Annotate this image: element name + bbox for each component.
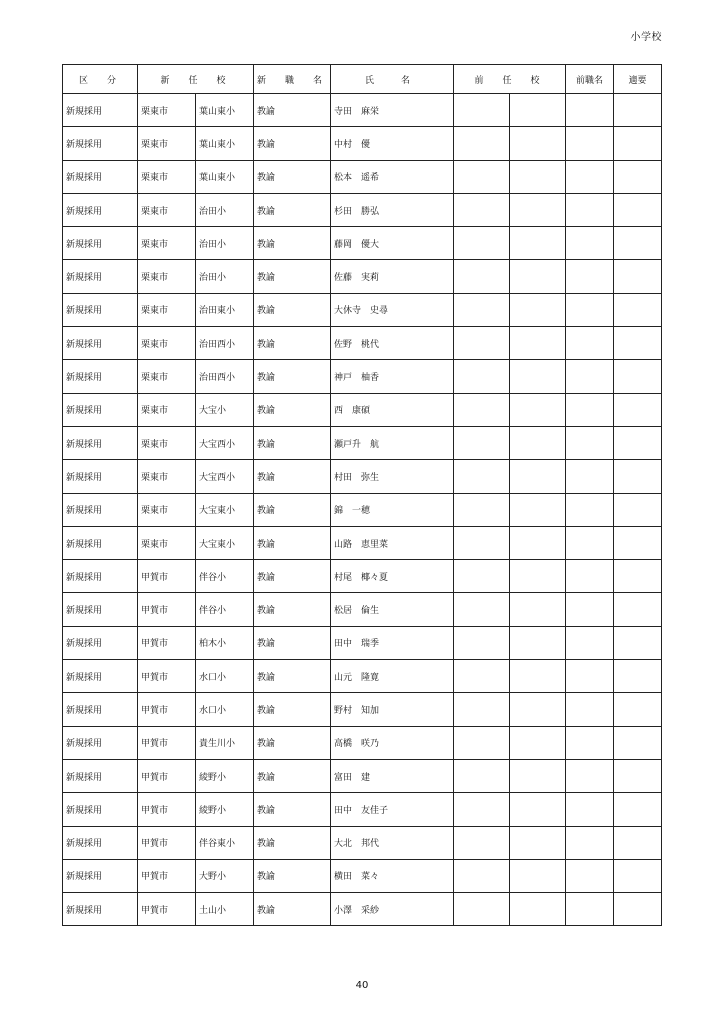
cell-previous-city (454, 859, 510, 892)
cell-previous-title (566, 193, 614, 226)
cell-previous-school (510, 460, 566, 493)
cell-new-title: 教諭 (254, 260, 331, 293)
cell-new-school: 水口小 (196, 693, 254, 726)
cell-new-title: 教諭 (254, 94, 331, 127)
cell-new-school: 治田小 (196, 227, 254, 260)
cell-new-title: 教諭 (254, 193, 331, 226)
table-row (63, 360, 662, 393)
cell-previous-title (566, 693, 614, 726)
cell-name: 富田 建 (331, 759, 454, 792)
cell-previous-city (454, 260, 510, 293)
cell-category: 新規採用 (63, 160, 138, 193)
table-header-row (63, 65, 662, 94)
header-new-post: 新 任 校 (138, 65, 254, 94)
cell-previous-title (566, 660, 614, 693)
cell-previous-school (510, 726, 566, 759)
cell-previous-title (566, 460, 614, 493)
cell-remarks (614, 327, 662, 360)
page-number: 40 (355, 980, 369, 991)
cell-previous-school (510, 759, 566, 792)
cell-name: 松居 倫生 (331, 593, 454, 626)
cell-new-school: 大宝西小 (196, 460, 254, 493)
cell-new-school: 伴谷小 (196, 593, 254, 626)
cell-previous-city (454, 593, 510, 626)
cell-new-title: 教諭 (254, 793, 331, 826)
cell-previous-title (566, 626, 614, 659)
cell-new-title: 教諭 (254, 859, 331, 892)
cell-new-city: 栗東市 (138, 260, 196, 293)
table-row (63, 826, 662, 859)
cell-previous-city (454, 94, 510, 127)
cell-remarks (614, 859, 662, 892)
cell-previous-title (566, 560, 614, 593)
cell-name: 田中 友佳子 (331, 793, 454, 826)
table-row (63, 227, 662, 260)
cell-name: 藤岡 優大 (331, 227, 454, 260)
cell-previous-city (454, 193, 510, 226)
cell-category: 新規採用 (63, 893, 138, 926)
cell-previous-city (454, 227, 510, 260)
cell-new-city: 栗東市 (138, 426, 196, 459)
cell-previous-city (454, 293, 510, 326)
cell-new-title: 教諭 (254, 160, 331, 193)
cell-previous-school (510, 859, 566, 892)
cell-previous-city (454, 893, 510, 926)
cell-previous-title (566, 759, 614, 792)
table-body (63, 94, 662, 926)
cell-category: 新規採用 (63, 426, 138, 459)
cell-category: 新規採用 (63, 193, 138, 226)
cell-new-city: 栗東市 (138, 160, 196, 193)
cell-new-school: 治田西小 (196, 360, 254, 393)
cell-new-title: 教諭 (254, 526, 331, 559)
table-row (63, 626, 662, 659)
table-row (63, 660, 662, 693)
cell-previous-title (566, 293, 614, 326)
cell-remarks (614, 759, 662, 792)
cell-previous-city (454, 460, 510, 493)
cell-previous-city (454, 426, 510, 459)
table-row (63, 293, 662, 326)
cell-remarks (614, 493, 662, 526)
table-row (63, 426, 662, 459)
cell-previous-school (510, 127, 566, 160)
cell-previous-school (510, 94, 566, 127)
cell-new-city: 栗東市 (138, 460, 196, 493)
cell-name: 山路 恵里菜 (331, 526, 454, 559)
cell-new-city: 甲賀市 (138, 626, 196, 659)
cell-previous-title (566, 493, 614, 526)
cell-category: 新規採用 (63, 260, 138, 293)
cell-new-title: 教諭 (254, 426, 331, 459)
school-type-label: 小学校 (630, 32, 662, 43)
cell-new-school: 柏木小 (196, 626, 254, 659)
cell-name: 田中 瑞季 (331, 626, 454, 659)
table-row (63, 327, 662, 360)
cell-name: 野村 知加 (331, 693, 454, 726)
header-previous-title: 前職名 (566, 65, 614, 94)
header-category: 区 分 (63, 65, 138, 94)
cell-new-title: 教諭 (254, 393, 331, 426)
cell-category: 新規採用 (63, 593, 138, 626)
cell-new-city: 甲賀市 (138, 793, 196, 826)
cell-new-title: 教諭 (254, 360, 331, 393)
cell-previous-title (566, 393, 614, 426)
cell-remarks (614, 560, 662, 593)
cell-new-title: 教諭 (254, 660, 331, 693)
cell-previous-title (566, 893, 614, 926)
cell-previous-title (566, 127, 614, 160)
cell-name: 錦 一穂 (331, 493, 454, 526)
cell-new-city: 栗東市 (138, 94, 196, 127)
cell-new-school: 葉山東小 (196, 94, 254, 127)
cell-new-city: 甲賀市 (138, 560, 196, 593)
cell-previous-school (510, 193, 566, 226)
cell-previous-title (566, 859, 614, 892)
cell-previous-title (566, 826, 614, 859)
cell-new-city: 栗東市 (138, 293, 196, 326)
cell-previous-school (510, 893, 566, 926)
cell-previous-title (566, 260, 614, 293)
cell-name: 高橋 咲乃 (331, 726, 454, 759)
cell-remarks (614, 293, 662, 326)
cell-previous-title (566, 726, 614, 759)
cell-previous-school (510, 160, 566, 193)
cell-previous-title (566, 227, 614, 260)
cell-remarks (614, 127, 662, 160)
header-name: 氏 名 (331, 65, 454, 94)
cell-remarks (614, 693, 662, 726)
table-row (63, 793, 662, 826)
cell-new-title: 教諭 (254, 293, 331, 326)
cell-new-title: 教諭 (254, 826, 331, 859)
table-row (63, 460, 662, 493)
cell-new-school: 治田東小 (196, 293, 254, 326)
cell-new-city: 栗東市 (138, 193, 196, 226)
cell-new-city: 甲賀市 (138, 693, 196, 726)
cell-new-title: 教諭 (254, 227, 331, 260)
table-row (63, 393, 662, 426)
header-remarks: 適要 (614, 65, 662, 94)
cell-remarks (614, 94, 662, 127)
cell-new-school: 治田小 (196, 193, 254, 226)
cell-name: 瀬戸升 航 (331, 426, 454, 459)
cell-new-city: 甲賀市 (138, 660, 196, 693)
cell-new-school: 大宝小 (196, 393, 254, 426)
cell-previous-city (454, 759, 510, 792)
cell-category: 新規採用 (63, 127, 138, 160)
cell-category: 新規採用 (63, 726, 138, 759)
cell-category: 新規採用 (63, 227, 138, 260)
cell-previous-school (510, 593, 566, 626)
cell-name: 杉田 勝弘 (331, 193, 454, 226)
table-row (63, 160, 662, 193)
cell-new-school: 伴谷東小 (196, 826, 254, 859)
cell-new-title: 教諭 (254, 560, 331, 593)
cell-previous-city (454, 360, 510, 393)
cell-new-school: 葉山東小 (196, 127, 254, 160)
cell-previous-city (454, 626, 510, 659)
header-previous-post: 前 任 校 (454, 65, 566, 94)
table-row (63, 193, 662, 226)
cell-new-school: 大宝東小 (196, 526, 254, 559)
cell-new-city: 甲賀市 (138, 726, 196, 759)
cell-new-title: 教諭 (254, 893, 331, 926)
cell-previous-city (454, 493, 510, 526)
cell-name: 村田 弥生 (331, 460, 454, 493)
cell-new-title: 教諭 (254, 726, 331, 759)
cell-name: 山元 隆寛 (331, 660, 454, 693)
cell-new-title: 教諭 (254, 626, 331, 659)
cell-previous-school (510, 260, 566, 293)
cell-new-city: 栗東市 (138, 327, 196, 360)
cell-previous-title (566, 593, 614, 626)
cell-new-city: 甲賀市 (138, 759, 196, 792)
cell-category: 新規採用 (63, 626, 138, 659)
cell-new-title: 教諭 (254, 460, 331, 493)
cell-name: 大北 邦代 (331, 826, 454, 859)
cell-new-title: 教諭 (254, 493, 331, 526)
cell-new-school: 葉山東小 (196, 160, 254, 193)
cell-category: 新規採用 (63, 393, 138, 426)
cell-remarks (614, 227, 662, 260)
table-row (63, 759, 662, 792)
cell-previous-school (510, 426, 566, 459)
table-row (63, 859, 662, 892)
cell-previous-school (510, 826, 566, 859)
cell-category: 新規採用 (63, 693, 138, 726)
cell-previous-city (454, 726, 510, 759)
cell-remarks (614, 660, 662, 693)
cell-category: 新規採用 (63, 560, 138, 593)
cell-new-city: 栗東市 (138, 227, 196, 260)
table-row (63, 526, 662, 559)
cell-category: 新規採用 (63, 327, 138, 360)
cell-name: 中村 優 (331, 127, 454, 160)
table-row (63, 260, 662, 293)
cell-previous-school (510, 560, 566, 593)
cell-previous-title (566, 360, 614, 393)
cell-previous-title (566, 526, 614, 559)
cell-remarks (614, 526, 662, 559)
cell-remarks (614, 726, 662, 759)
cell-category: 新規採用 (63, 493, 138, 526)
cell-previous-city (454, 127, 510, 160)
table-row (63, 693, 662, 726)
cell-remarks (614, 426, 662, 459)
cell-new-city: 栗東市 (138, 493, 196, 526)
cell-previous-school (510, 626, 566, 659)
cell-new-title: 教諭 (254, 593, 331, 626)
cell-remarks (614, 193, 662, 226)
cell-name: 西 康碩 (331, 393, 454, 426)
cell-name: 佐野 桃代 (331, 327, 454, 360)
cell-previous-city (454, 327, 510, 360)
cell-category: 新規採用 (63, 360, 138, 393)
cell-new-title: 教諭 (254, 127, 331, 160)
table-row (63, 127, 662, 160)
cell-remarks (614, 160, 662, 193)
cell-remarks (614, 260, 662, 293)
cell-remarks (614, 360, 662, 393)
cell-new-school: 大野小 (196, 859, 254, 892)
cell-new-title: 教諭 (254, 327, 331, 360)
cell-category: 新規採用 (63, 859, 138, 892)
cell-new-city: 栗東市 (138, 526, 196, 559)
cell-previous-city (454, 793, 510, 826)
cell-new-city: 甲賀市 (138, 593, 196, 626)
cell-previous-school (510, 493, 566, 526)
cell-previous-school (510, 227, 566, 260)
cell-previous-school (510, 393, 566, 426)
cell-name: 横田 菜々 (331, 859, 454, 892)
cell-new-school: 貴生川小 (196, 726, 254, 759)
cell-category: 新規採用 (63, 826, 138, 859)
cell-previous-school (510, 360, 566, 393)
cell-previous-school (510, 327, 566, 360)
cell-name: 佐藤 実莉 (331, 260, 454, 293)
cell-previous-school (510, 293, 566, 326)
cell-category: 新規採用 (63, 526, 138, 559)
cell-category: 新規採用 (63, 293, 138, 326)
cell-category: 新規採用 (63, 759, 138, 792)
cell-remarks (614, 893, 662, 926)
cell-previous-school (510, 793, 566, 826)
cell-new-city: 栗東市 (138, 360, 196, 393)
personnel-table (62, 64, 662, 926)
cell-category: 新規採用 (63, 94, 138, 127)
cell-new-school: 大宝東小 (196, 493, 254, 526)
cell-new-city: 栗東市 (138, 393, 196, 426)
cell-previous-school (510, 693, 566, 726)
cell-new-school: 綾野小 (196, 793, 254, 826)
table-row (63, 893, 662, 926)
cell-category: 新規採用 (63, 793, 138, 826)
cell-previous-city (454, 693, 510, 726)
cell-remarks (614, 793, 662, 826)
cell-new-title: 教諭 (254, 759, 331, 792)
cell-previous-city (454, 393, 510, 426)
cell-new-school: 綾野小 (196, 759, 254, 792)
cell-previous-city (454, 526, 510, 559)
cell-previous-city (454, 826, 510, 859)
cell-previous-title (566, 793, 614, 826)
cell-category: 新規採用 (63, 660, 138, 693)
cell-name: 大休寺 史尋 (331, 293, 454, 326)
cell-name: 村尾 椰々夏 (331, 560, 454, 593)
cell-previous-city (454, 660, 510, 693)
cell-previous-title (566, 426, 614, 459)
cell-previous-city (454, 160, 510, 193)
cell-new-school: 伴谷小 (196, 560, 254, 593)
cell-previous-title (566, 94, 614, 127)
cell-name: 寺田 麻栄 (331, 94, 454, 127)
cell-new-title: 教諭 (254, 693, 331, 726)
cell-new-city: 甲賀市 (138, 893, 196, 926)
cell-previous-title (566, 160, 614, 193)
cell-new-city: 栗東市 (138, 127, 196, 160)
cell-remarks (614, 826, 662, 859)
cell-name: 神戸 柚香 (331, 360, 454, 393)
table-row (63, 560, 662, 593)
cell-remarks (614, 593, 662, 626)
table-row (63, 593, 662, 626)
cell-category: 新規採用 (63, 460, 138, 493)
table-row (63, 94, 662, 127)
table-row (63, 726, 662, 759)
cell-new-school: 大宝西小 (196, 426, 254, 459)
cell-previous-school (510, 526, 566, 559)
cell-remarks (614, 460, 662, 493)
cell-previous-title (566, 327, 614, 360)
cell-name: 松本 遥希 (331, 160, 454, 193)
cell-new-school: 治田小 (196, 260, 254, 293)
cell-new-school: 治田西小 (196, 327, 254, 360)
cell-remarks (614, 393, 662, 426)
cell-previous-school (510, 660, 566, 693)
cell-new-city: 甲賀市 (138, 859, 196, 892)
cell-new-city: 甲賀市 (138, 826, 196, 859)
header-new-title: 新 職 名 (254, 65, 331, 94)
cell-name: 小澤 采紗 (331, 893, 454, 926)
cell-remarks (614, 626, 662, 659)
cell-previous-city (454, 560, 510, 593)
cell-new-school: 水口小 (196, 660, 254, 693)
table-row (63, 493, 662, 526)
cell-new-school: 土山小 (196, 893, 254, 926)
